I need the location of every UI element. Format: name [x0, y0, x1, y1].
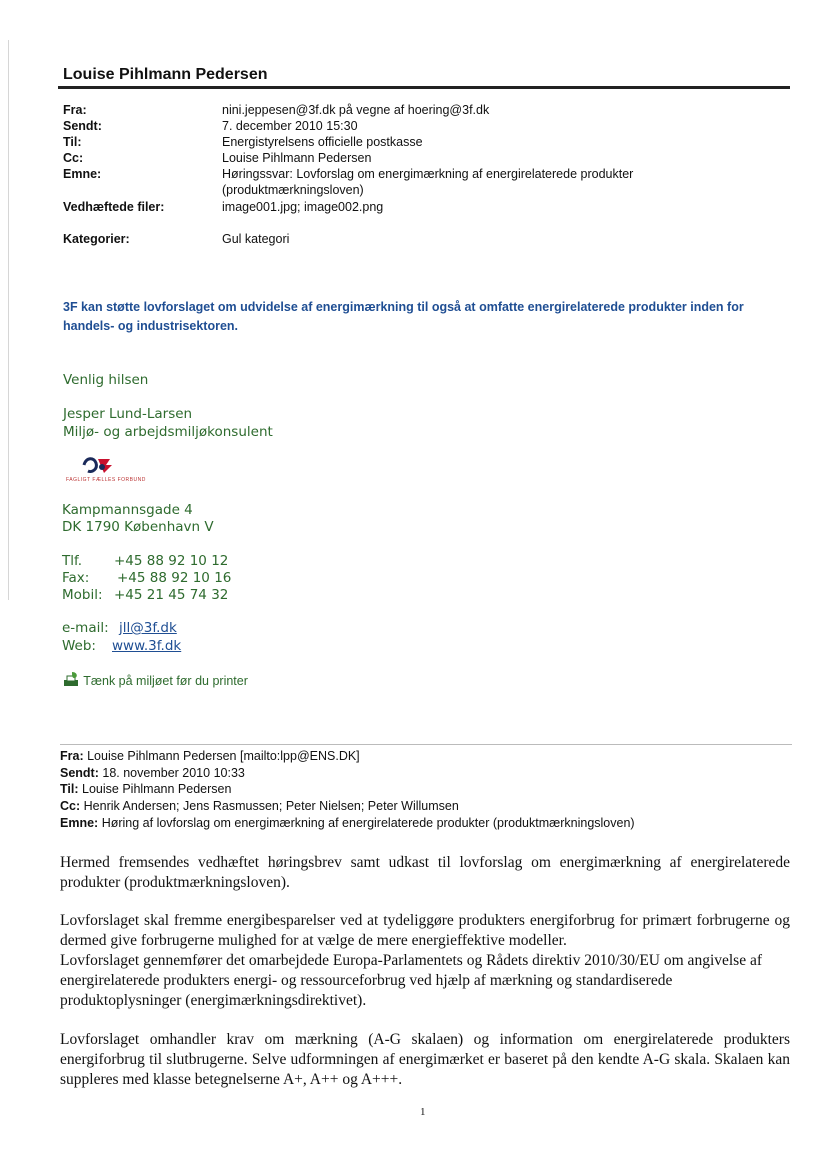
attachments-value[interactable]: image001.jpg; image002.png	[222, 200, 384, 214]
body-paragraph-1: Hermed fremsendes vedhæftet høringsbrev samt udkast til lovforslag om energimærkning af energirelaterede produkter (produktmærkningsloven).	[60, 854, 790, 891]
body-paragraph-3: Lovforslaget omhandler krav om mærkning (A-G skalaen) og information om energirelaterede produkters energiforbrug til slutbrugerne. Selve udformningen af energimærket er baseret på den kendte A-G skala. Skalaen kan suppleres med klasse betegnelserne A+, A++ og A+++.	[60, 1031, 790, 1088]
body-paragraph-2b: Lovforslaget gennemfører det omarbejdede Europa-Parlamentets og Rådets direktiv 2010/30/EU om angivelse af energirelaterede produkters energi- og ressourceforbrug ved hjælp af mærkning og standardiserede produktoplysninger (energimærkningsdirektivet).	[60, 952, 763, 1009]
printer-note	[62, 672, 248, 688]
fwd-fra-line	[60, 749, 360, 763]
body-paragraph-2a: Lovforslaget skal fremme energibesparelser ved at tydeliggøre produkters energiforbrug for primært forbrugerne og dermed give forbrugerne mulighed for at vælge de mere energieffektive modeller.	[60, 912, 790, 949]
sender-name: Jesper Lund-Larsen	[63, 406, 193, 422]
fwd-til-line	[60, 782, 231, 796]
email-link[interactable]: jll@3f.dk	[119, 620, 177, 636]
address-line2: DK 1790 København V	[62, 519, 214, 535]
fwd-cc-line	[60, 799, 459, 813]
web-link[interactable]: www.3f.dk	[112, 638, 182, 654]
scan-edge-line	[8, 40, 9, 600]
emne-value: Høringssvar: Lovforslag om energimærkning af energirelaterede produkter	[222, 167, 634, 181]
mobil-label: Mobil:	[62, 587, 103, 603]
phone-label: Tlf.	[62, 553, 83, 569]
address-line1: Kampmannsgade 4	[62, 502, 193, 518]
categories-value: Gul kategori	[222, 232, 290, 246]
fra-label: Fra:	[63, 103, 87, 117]
fwd-cc-label: Cc:	[60, 799, 81, 813]
sendt-label: Sendt:	[63, 119, 102, 133]
fwd-fra-label: Fra:	[60, 749, 84, 763]
sendt-value: 7. december 2010 15:30	[222, 119, 358, 133]
emne-value-cont: (produktmærkningsloven)	[222, 183, 364, 197]
printer-note-text: Tænk på miljøet før du printer	[83, 674, 248, 688]
page-number: 1	[420, 1106, 426, 1118]
til-label: Til:	[63, 135, 82, 149]
fra-value: nini.jeppesen@3f.dk på vegne af hoering@3f.dk	[222, 103, 490, 117]
mobil-value: +45 21 45 74 32	[114, 587, 229, 603]
3f-logo	[66, 455, 156, 485]
categories-label: Kategorier:	[63, 232, 130, 246]
phone-value: +45 88 92 10 12	[114, 553, 229, 569]
fax-label: Fax:	[62, 570, 90, 586]
header-rule	[58, 86, 790, 89]
greeting: Venlig hilsen	[63, 372, 149, 388]
fwd-til-label: Til:	[60, 782, 79, 796]
recipient-name-heading: Louise Pihlmann Pedersen	[63, 66, 268, 83]
web-label: Web:	[62, 638, 96, 654]
emne-label: Emne:	[63, 167, 102, 181]
logo-text: FAGLIGT FÆLLES FORBUND	[66, 477, 146, 483]
fwd-sendt-line	[60, 766, 245, 780]
fwd-sendt-label: Sendt:	[60, 766, 99, 780]
cc-value: Louise Pihlmann Pedersen	[222, 151, 372, 165]
fwd-emne-value: Høring af lovforslag om energimærkning af energirelaterede produkter (produktmærkningsloven)	[101, 816, 635, 830]
fwd-emne-label: Emne:	[60, 816, 99, 830]
email-label: e-mail:	[62, 620, 109, 636]
statement-text: 3F kan støtte lovforslaget om udvidelse af energimærkning til også at omfatte energirelaterede produkter inden for handels- og industrisektoren.	[63, 300, 744, 333]
printer-leaf-icon	[62, 672, 80, 688]
til-value: Energistyrelsens officielle postkasse	[222, 135, 423, 149]
3f-logo-icon	[80, 455, 120, 475]
fwd-cc-value: Henrik Andersen; Jens Rasmussen; Peter Nielsen; Peter Willumsen	[83, 799, 459, 813]
fwd-til-value: Louise Pihlmann Pedersen	[82, 782, 232, 796]
fax-value: +45 88 92 10 16	[117, 570, 232, 586]
sender-title: Miljø- og arbejdsmiljøkonsulent	[63, 424, 273, 440]
attachments-label: Vedhæftede filer:	[63, 200, 165, 214]
fwd-fra-value: Louise Pihlmann Pedersen [mailto:lpp@ENS.DK]	[87, 749, 360, 763]
forward-divider	[60, 744, 792, 745]
cc-label: Cc:	[63, 151, 84, 165]
fwd-emne-line	[60, 816, 635, 830]
fwd-sendt-value: 18. november 2010 10:33	[102, 766, 245, 780]
